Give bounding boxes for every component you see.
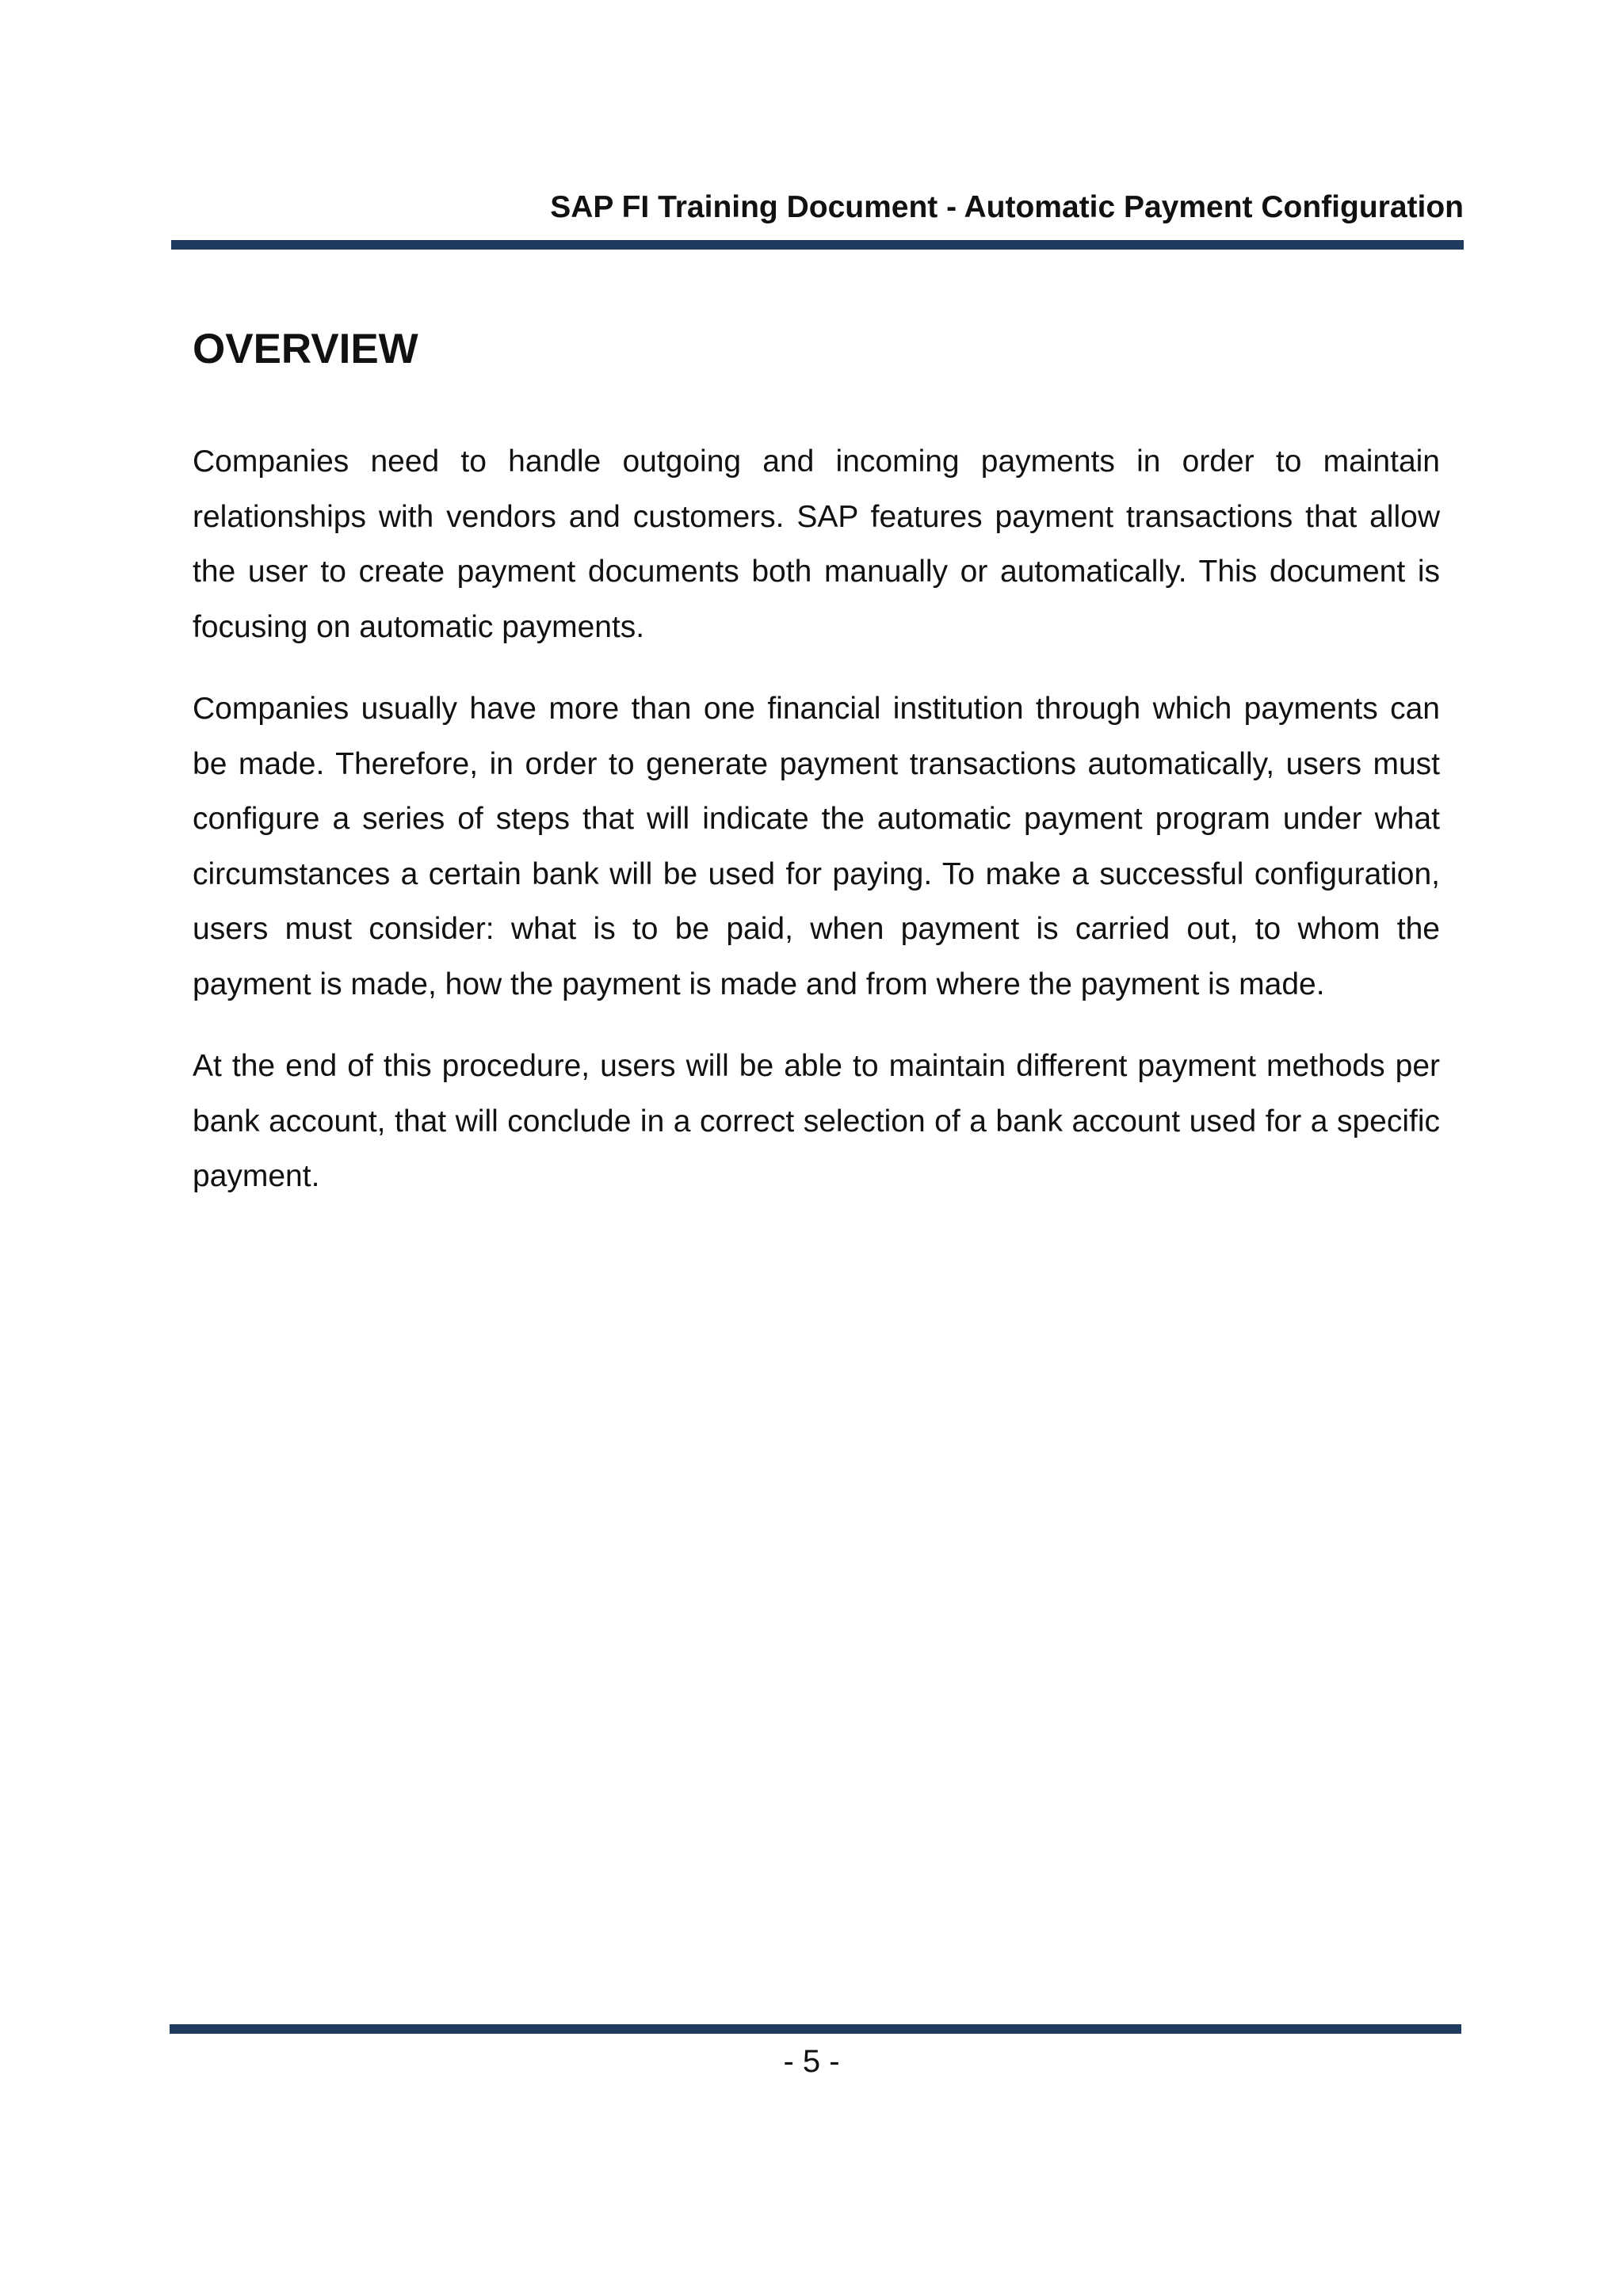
footer-divider bbox=[170, 2024, 1461, 2034]
section-title: OVERVIEW bbox=[193, 326, 418, 372]
paragraph-1: Companies need to handle outgoing and incoming payments in order to maintain relationships with vendors and customers. SAP features payment transactions that allow the user to create payment documents both manually or automatically. This document is focusing on automatic payments. bbox=[193, 444, 1440, 644]
paragraph-2: Companies usually have more than one financial institution through which payments can be made. Therefore, in order to generate payment transactions automatically, users must configure a series of steps that will indicate the automatic payment program under what circumstances a certain bank will be used for paying. To make a successful configuration, users must consider: what is to be paid, when payment is carried out, to whom the payment is made, how the payment is made and from where the payment is made. bbox=[193, 692, 1440, 1001]
paragraph-3: At the end of this procedure, users will be able to maintain different payment methods per bank account, that will conclude in a correct selection of a bank account used for a specific payment. bbox=[193, 1049, 1440, 1193]
header-divider bbox=[171, 240, 1464, 250]
document-header-title: SAP FI Training Document - Automatic Payment Configuration bbox=[550, 190, 1464, 224]
body-text bbox=[193, 434, 1440, 1231]
page-number: - 5 - bbox=[783, 2044, 840, 2079]
